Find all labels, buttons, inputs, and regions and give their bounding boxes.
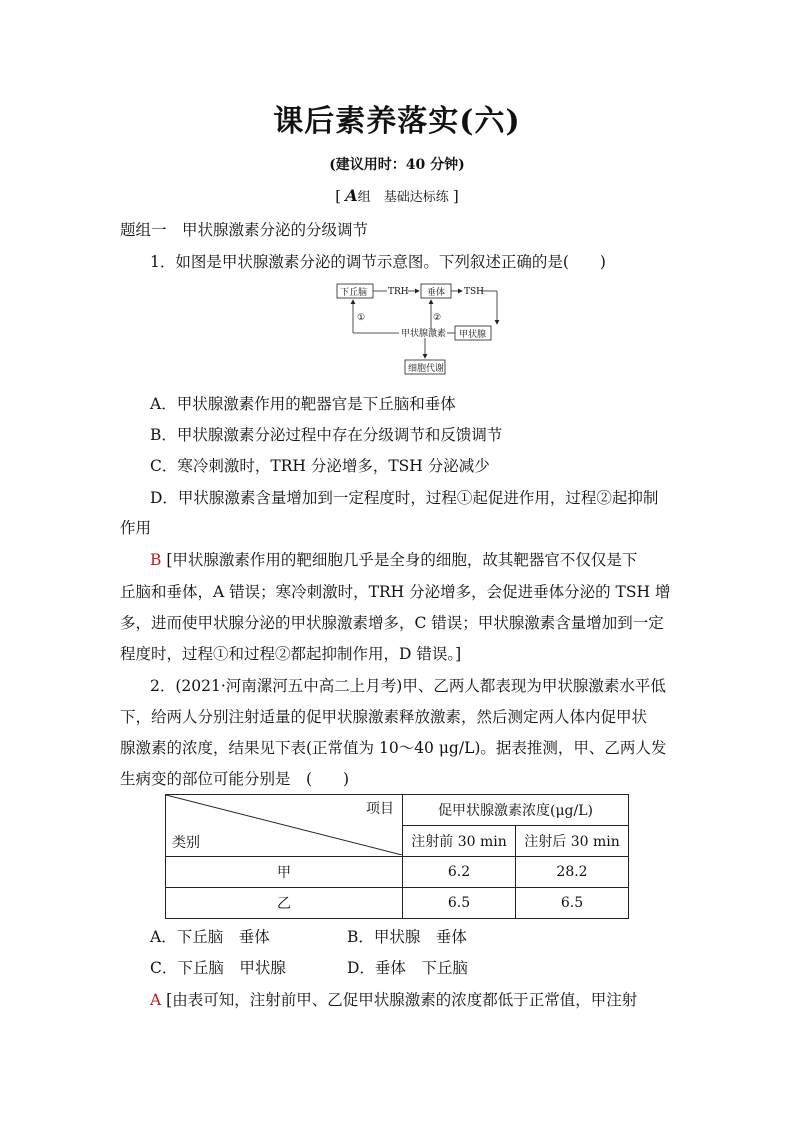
q2-option-a: A．下丘脑 垂体 <box>150 928 270 946</box>
circle-1: ① <box>357 313 366 323</box>
q2-data-table <box>165 794 629 919</box>
q2-answer: A <box>150 991 162 1009</box>
q2-stem-line4: 生病变的部位可能分别是 ( ) <box>120 770 350 788</box>
table-diagonal-header <box>166 795 403 857</box>
group-label <box>0 186 794 205</box>
circle-2: ② <box>433 313 442 323</box>
header-concentration: 促甲状腺激素浓度(μg/L) <box>403 795 629 826</box>
trh-label: TRH <box>388 287 409 297</box>
q1-option-d-line2: 作用 <box>120 519 152 537</box>
hypothalamus-label: 下丘脑 <box>340 288 368 298</box>
page-title: 课后素养落实(六) <box>273 104 521 139</box>
q2-stem-line2: 下，给两人分别注射适量的促甲状腺激素释放激素，然后测定两人体内促甲状 <box>120 708 648 726</box>
metabolism-label: 细胞代谢 <box>408 364 445 374</box>
table-row <box>166 857 629 888</box>
q2-stem-line1: 2．(2021·河南漯河五中高二上月考)甲、乙两人都表现为甲状腺激素水平低 <box>150 677 666 695</box>
q1-option-d-line1: D．甲状腺激素含量增加到一定程度时，过程①起促进作用，过程②起抑制 <box>150 489 659 507</box>
topic-heading: 题组一 甲状腺激素分泌的分级调节 <box>120 221 369 239</box>
q1-explanation-line2: 丘脑和垂体，A 错误；寒冷刺激时，TRH 分泌增多，会促进垂体分泌的 TSH 增 <box>120 583 671 601</box>
q1-stem: 1．如图是甲状腺激素分泌的调节示意图。下列叙述正确的是( ) <box>150 253 606 271</box>
q2-answer-line <box>150 988 637 1010</box>
group-text: 组 基础达标练 <box>357 190 449 205</box>
row-after: 28.2 <box>516 857 629 888</box>
q1-option-a: A．甲状腺激素作用的靶器官是下丘脑和垂体 <box>150 395 456 413</box>
row-label: 乙 <box>166 888 403 919</box>
q2-option-c: C．下丘脑 甲状腺 <box>150 959 286 977</box>
q1-option-c: C．寒冷刺激时，TRH 分泌增多，TSH 分泌减少 <box>150 457 490 475</box>
left-bracket: [ <box>335 187 342 205</box>
q2-stem-line3: 腺激素的浓度，结果见下表(正常值为 10～40 μg/L)。据表推测，甲、乙两人发 <box>120 739 667 757</box>
q1-explanation-line4: 程度时，过程①和过程②都起抑制作用，D 错误。] <box>120 645 462 663</box>
row-label: 甲 <box>166 857 403 888</box>
header-item: 项目 <box>366 801 394 817</box>
q2-explanation-start: [由表可知，注射前甲、乙促甲状腺激素的浓度都低于正常值，甲注射 <box>166 991 638 1009</box>
group-badge: A <box>345 186 358 205</box>
suggested-time: (建议用时：40 分钟) <box>329 157 465 173</box>
q1-answer-line1 <box>150 548 637 570</box>
q1-explanation-line1: [甲状腺激素作用的靶细胞几乎是全身的细胞，故其靶器官不仅仅是下 <box>166 551 638 569</box>
thyroid-hormone-label: 甲状腺激素 <box>401 329 447 339</box>
q1-answer: B <box>150 551 162 569</box>
row-before: 6.5 <box>403 888 516 919</box>
header-after: 注射后 30 min <box>516 826 629 857</box>
right-bracket: ] <box>452 187 459 205</box>
header-before: 注射前 30 min <box>403 826 516 857</box>
header-category: 类别 <box>172 835 200 851</box>
row-after: 6.5 <box>516 888 629 919</box>
thyroid-label: 甲状腺 <box>459 330 487 340</box>
row-before: 6.2 <box>403 857 516 888</box>
thyroid-regulation-diagram <box>335 280 515 380</box>
q2-option-b: B．甲状腺 垂体 <box>347 928 467 946</box>
tsh-label: TSH <box>464 287 485 297</box>
pituitary-label: 垂体 <box>427 288 446 298</box>
q2-option-d: D．垂体 下丘脑 <box>347 959 468 977</box>
table-row <box>166 888 629 919</box>
q1-option-b: B．甲状腺激素分泌过程中存在分级调节和反馈调节 <box>150 426 503 444</box>
q1-explanation-line3: 多，进而使甲状腺分泌的甲状腺激素增多，C 错误；甲状腺激素含量增加到一定 <box>120 614 664 632</box>
